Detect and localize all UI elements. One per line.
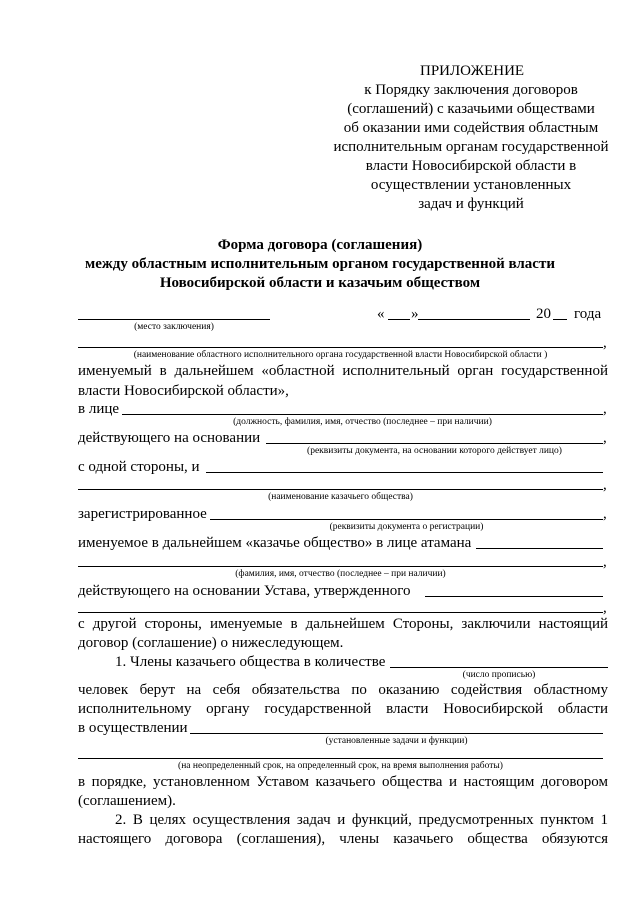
month-line[interactable] [418,319,530,320]
appendix-title: ПРИЛОЖЕНИЕ [420,63,525,79]
registered-label: зарегистрированное [78,506,207,522]
appendix-line: задач и функций [418,196,524,212]
other-side-line2: договор (соглашение) о нижеследующем. [78,635,344,651]
charter-line-1[interactable] [425,596,603,597]
comma: , [603,600,607,616]
in-person-label: в лице [78,401,120,417]
p1-start: 1. Члены казачьего общества в количестве [115,654,386,670]
registration-line[interactable] [210,519,603,520]
ataman-line-1[interactable] [476,548,603,549]
date-quote-close: » [411,306,419,322]
p1-line2: исполнительному органу государственной власти Новосибирской области [78,701,608,717]
named-organ-line2: власти Новосибирской области», [78,383,289,399]
p1-in-implementation: в осуществлении [78,720,188,736]
acting-basis-label: действующего на основании [78,430,261,446]
appendix-line: об оказании ими содействия областным [343,120,599,136]
term-caption: (на неопределенный срок, на определенный срок, на время выполнения работы) [178,761,503,771]
date-quote-open: « [377,306,385,322]
tasks-line[interactable] [190,733,603,734]
one-side-label: с одной стороны, и [78,459,200,475]
p2-line2: настоящего договора (соглашения), члены казачьего общества обязуются [78,831,608,847]
ataman-caption: (фамилия, имя, отчество (последнее – при наличии) [235,569,446,579]
appendix-line: исполнительным органам государственной [333,139,609,155]
year-suffix: года [574,306,602,322]
appendix-line: к Порядку заключения договоров [364,82,578,98]
appendix-line: осуществлении установленных [370,177,572,193]
society-name-caption: (наименование казачьего общества) [268,492,413,502]
named-organ-line1: именуемый в дальнейшем «областной исполнительный орган государственной [78,363,608,379]
society-line-2[interactable] [78,489,603,490]
society-line-1[interactable] [206,472,603,473]
p2-line1: 2. В целях осуществления задач и функций, предусмотренных пунктом 1 [115,812,608,828]
charter-line-2[interactable] [78,612,603,613]
appendix-line: власти Новосибирской области в [365,158,577,174]
tasks-caption: (установленные задачи и функции) [325,736,468,746]
place-line[interactable] [78,319,270,320]
position-caption: (должность, фамилия, имя, отчество (последнее – при наличии) [233,417,492,427]
p1-order-line2: (соглашением). [78,793,176,809]
form-heading-line1: Форма договора (соглашения) [217,237,423,253]
organ-name-line[interactable] [78,347,603,348]
p1-order-line1: в порядке, установленном Уставом казачьего общества и настоящим договором [78,774,608,790]
comma: , [603,554,607,570]
other-side-line1: с другой стороны, именуемые в дальнейшем Стороны, заключили настоящий [78,616,608,632]
comma: , [603,477,607,493]
term-line[interactable] [78,758,603,759]
form-heading-line3: Новосибирской области и казачьим обществом [159,275,481,291]
day-line[interactable] [388,319,410,320]
comma: , [603,506,607,522]
ataman-line-2[interactable] [78,566,603,567]
position-line[interactable] [122,414,603,415]
member-count-caption: (число прописью) [462,670,536,680]
comma: , [603,335,607,351]
basis-document-line[interactable] [266,443,603,444]
organ-name-caption: (наименование областного исполнительного органа государственной власти Новосибирской области ) [133,350,548,360]
year-prefix: 20 [536,306,551,322]
year-line[interactable] [553,319,567,320]
appendix-line: (соглашений) с казачьими обществами [347,101,595,117]
member-count-line[interactable] [390,667,608,668]
named-society-label: именуемое в дальнейшем «казачье общество» в лице атамана [78,535,472,551]
basis-document-caption: (реквизиты документа, на основании которого действует лицо) [307,446,562,456]
comma: , [603,401,607,417]
comma: , [603,430,607,446]
form-heading-line2: между областным исполнительным органом государственной власти [85,256,555,272]
p1-line1: человек берут на себя обязательства по оказанию содействия областному [78,682,608,698]
acting-charter-label: действующего на основании Устава, утвержденного [78,583,411,599]
place-caption: (место заключения) [134,322,214,332]
registration-caption: (реквизиты документа о регистрации) [329,522,484,532]
